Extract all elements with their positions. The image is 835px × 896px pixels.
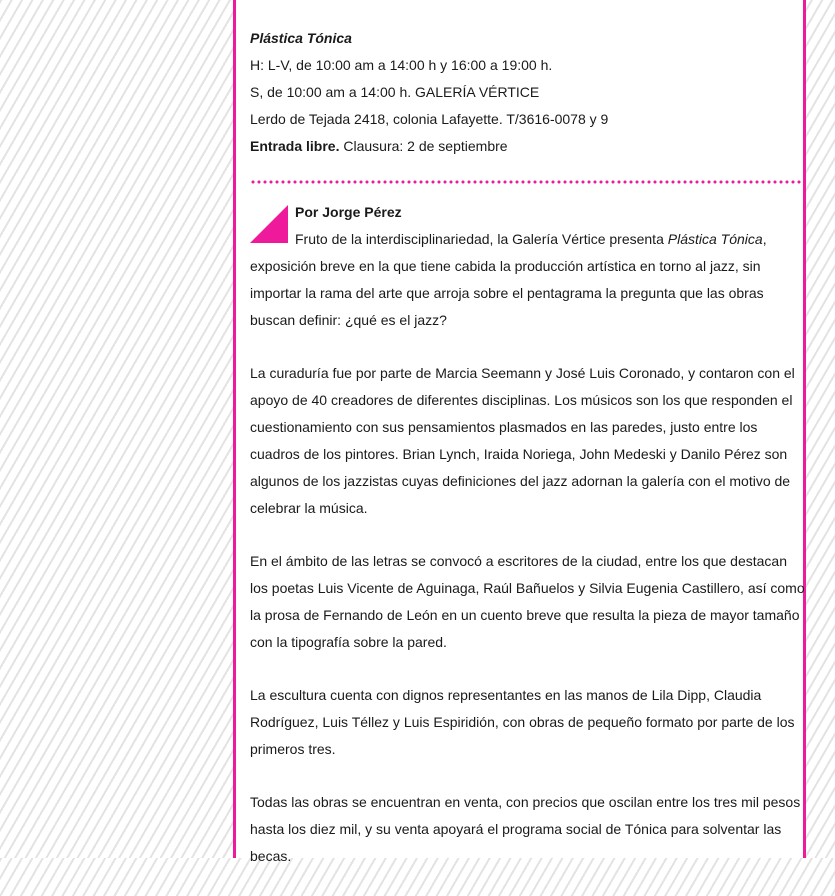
event-hours-saturday: S, de 10:00 am a 14:00 h. GALERÍA VÉRTICE	[250, 84, 540, 100]
event-title: Plástica Tónica	[250, 30, 352, 46]
event-entry-line	[250, 133, 795, 160]
event-info	[250, 25, 795, 160]
article-body	[250, 226, 806, 896]
paragraph-1-text-start: Fruto de la interdisciplinariedad, la Galería Vértice presenta	[295, 231, 668, 247]
article-paragraph-1	[250, 226, 806, 334]
article-paragraph-3: En el ámbito de las letras se convocó a escritores de la ciudad, entre los que destacan los poetas Luis Vicente de Aguinaga, Raúl Bañuelos y Silvia Eugenia Castillero, así como la prosa de Fernando de León en un cuento breve que resulta la pieza de mayor tamaño con la tipografía sobre la pared.	[250, 553, 805, 650]
paragraph-1-text-end: , exposición breve en la que tiene cabida la producción artística en torno al jazz, sin importar la rama del arte que arroja sobre el pentagrama la pregunta que las obras buscan definir: ¿qué es el jazz?	[250, 231, 767, 328]
exhibition-title-italic: Plástica Tónica	[667, 231, 763, 247]
article-paragraph-2: La curaduría fue por parte de Marcia Seemann y José Luis Coronado, y contaron con el apoyo de 40 creadores de diferentes disciplinas. Los músicos son los que responden el cuestionamiento con sus pensamientos plasmados en las paredes, justo entre los cuadros de los pintores. Brian Lynch, Iraida Noriega, John Medeski y Danilo Pérez son algunos de los jazzistas cuyas definiciones del jazz adornan la galería con el motivo de celebrar la música.	[250, 365, 795, 516]
dotted-divider	[250, 180, 805, 184]
article-byline: Por Jorge Pérez	[295, 204, 402, 220]
article-paragraph-4: La escultura cuenta con dignos representantes en las manos de Lila Dipp, Claudia Rodríguez, Luis Téllez y Luis Espiridión, con obras de pequeño formato por parte de los primeros tres.	[250, 687, 795, 757]
article-paragraph-5: Todas las obras se encuentran en venta, con precios que oscilan entre los tres mil pesos hasta los diez mil, y su venta apoyará el programa social de Tónica para solventar las becas.	[250, 794, 801, 864]
event-hours-weekday: H: L-V, de 10:00 am a 14:00 h y 16:00 a 19:00 h.	[250, 57, 553, 73]
event-address: Lerdo de Tejada 2418, colonia Lafayette. T/3616-0078 y 9	[250, 111, 609, 127]
entry-free-label: Entrada libre.	[250, 138, 340, 154]
content-panel	[233, 0, 806, 864]
closing-date: Clausura: 2 de septiembre	[339, 138, 508, 154]
